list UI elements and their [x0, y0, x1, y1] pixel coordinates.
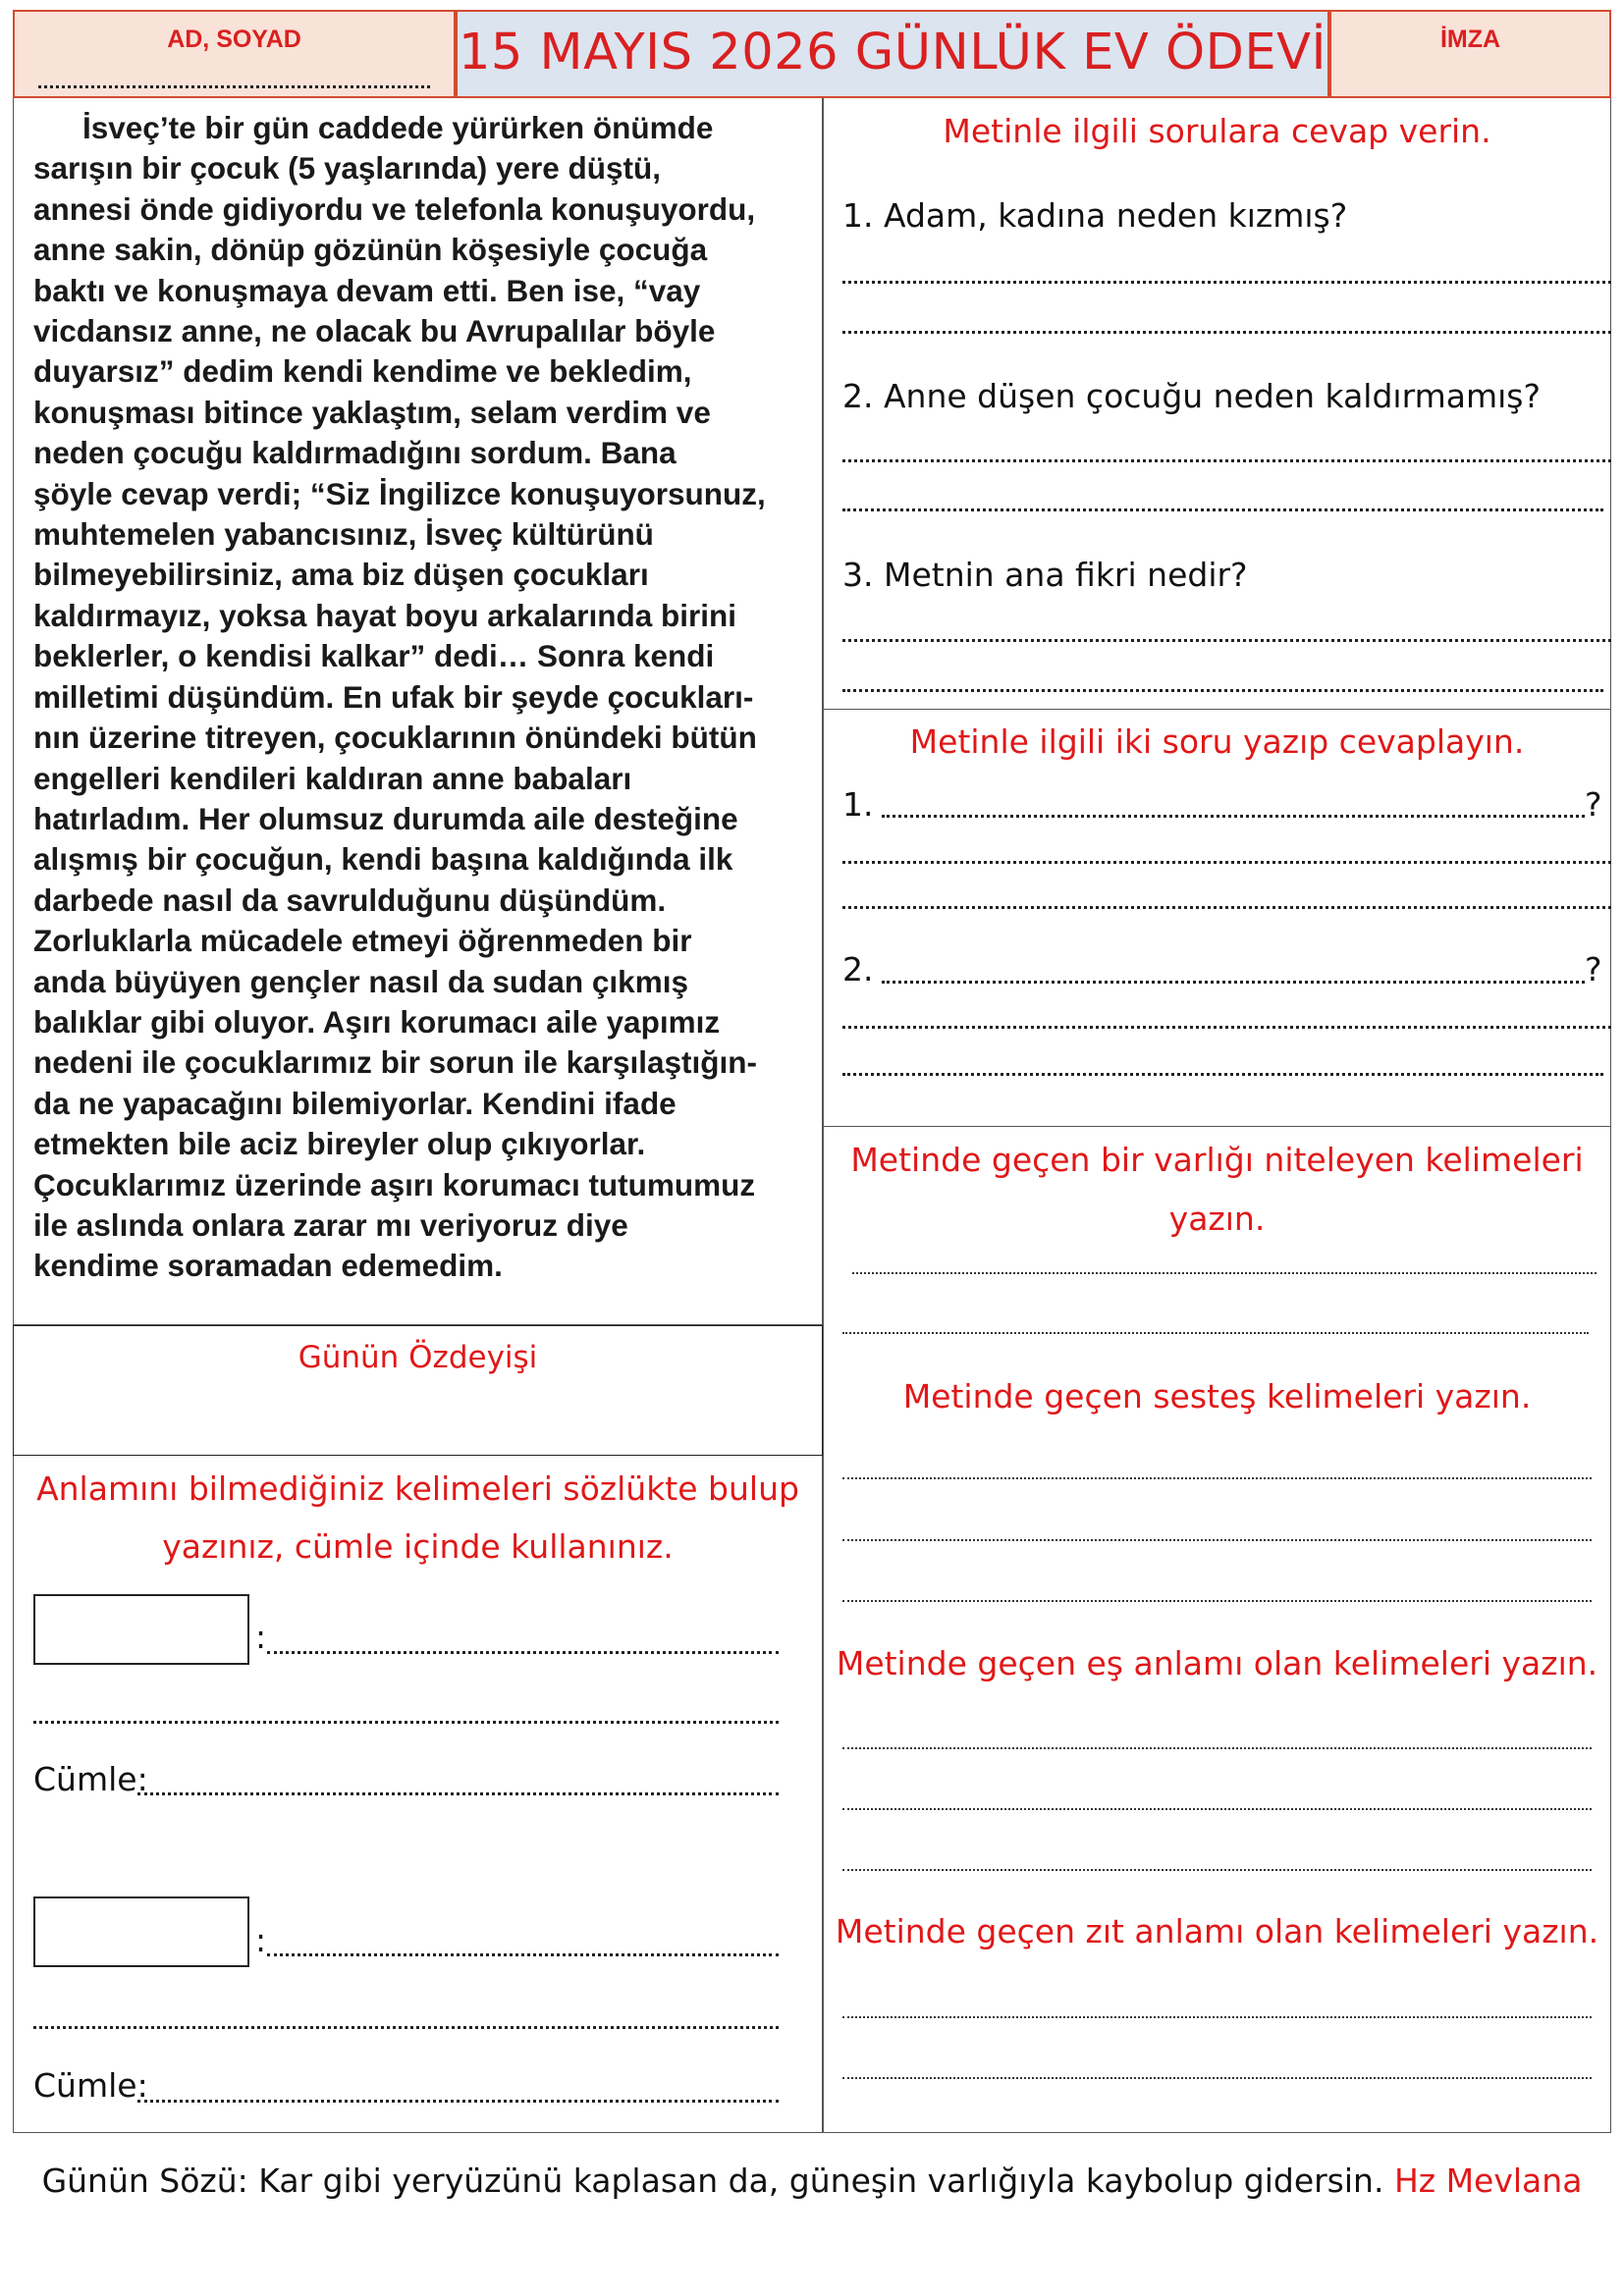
sentence-label-2: Cümle:	[33, 2066, 148, 2105]
homonym-line-3[interactable]	[842, 1600, 1592, 1602]
synonym-line-2[interactable]	[842, 1808, 1592, 1810]
answer-line-2b[interactable]	[842, 508, 1603, 511]
signature-box[interactable]	[1329, 10, 1611, 98]
header-title-box	[456, 10, 1329, 98]
describe-line-2[interactable]	[842, 1332, 1589, 1334]
meaning-line-2[interactable]	[267, 1953, 779, 1956]
write-question-line-1[interactable]	[882, 815, 1585, 818]
vocab-title-line2: yazınız, cümle içinde kullanınız.	[162, 1527, 674, 1566]
describe-title-line1: Metinde geçen bir varlığı niteleyen kelimeleri	[850, 1141, 1584, 1179]
write-question-line-2[interactable]	[882, 981, 1585, 984]
describe-line-1[interactable]	[852, 1272, 1597, 1274]
word-box-2[interactable]	[33, 1896, 249, 1967]
daily-quote	[0, 2162, 1624, 2200]
sentence-line-2[interactable]	[137, 2100, 779, 2103]
question-1: 1. Adam, kadına neden kızmış?	[842, 196, 1348, 235]
meaning-line-2b[interactable]	[33, 2026, 779, 2029]
write-answer-line-1a[interactable]	[842, 861, 1611, 864]
synonym-line-3[interactable]	[842, 1869, 1592, 1871]
daily-quote-author: Hz Mevlana	[1393, 2162, 1583, 2200]
name-label: AD, SOYAD	[167, 26, 301, 53]
meaning-line-1[interactable]	[267, 1651, 779, 1654]
homonym-line-1[interactable]	[842, 1477, 1592, 1479]
answer-line-3a[interactable]	[842, 639, 1611, 642]
write-answer-line-2b[interactable]	[842, 1073, 1603, 1076]
questions-title: Metinle ilgili sorulara cevap verin.	[943, 112, 1491, 150]
question-2: 2. Anne düşen çocuğu neden kaldırmamış?	[842, 377, 1541, 415]
antonym-line-2[interactable]	[842, 2077, 1592, 2079]
page-title: 15 MAYIS 2026 GÜNLÜK EV ÖDEVİ	[458, 24, 1327, 81]
write-answer-line-2a[interactable]	[842, 1026, 1611, 1029]
write-answer-line-1b[interactable]	[842, 906, 1611, 909]
question-mark-1: ?	[1585, 785, 1602, 824]
meaning-line-1b[interactable]	[33, 1721, 779, 1724]
section-divider-2	[823, 1126, 1611, 1127]
write-questions-title: Metinle ilgili iki soru yazıp cevaplayın.	[909, 722, 1525, 761]
write-question-num-2: 2.	[842, 950, 874, 988]
vocab-title-line1: Anlamını bilmediğiniz kelimeleri sözlükte bulup	[36, 1469, 799, 1508]
homonym-title: Metinde geçen sesteş kelimeleri yazın.	[902, 1377, 1532, 1415]
question-mark-2: ?	[1585, 950, 1602, 988]
synonym-title: Metinde geçen eş anlamı olan kelimeleri yazın.	[836, 1644, 1598, 1682]
colon-2: :	[255, 1921, 267, 1959]
daily-aphorism-box[interactable]	[13, 1325, 823, 1456]
answer-line-3b[interactable]	[842, 689, 1603, 692]
question-3: 3. Metnin ana fikri nedir?	[842, 556, 1248, 594]
answer-line-1b[interactable]	[842, 331, 1611, 334]
daily-aphorism-title: Günün Özdeyişi	[298, 1340, 538, 1375]
name-field-header[interactable]	[13, 10, 456, 98]
signature-label: İMZA	[1439, 26, 1501, 53]
answer-line-1a[interactable]	[842, 281, 1611, 284]
write-question-num-1: 1.	[842, 785, 874, 824]
describe-title-line2: yazın.	[1168, 1200, 1266, 1238]
antonym-line-1[interactable]	[842, 2016, 1592, 2018]
sentence-line-1[interactable]	[137, 1792, 779, 1795]
colon-1: :	[255, 1618, 267, 1656]
story-text: İsveç’te bir gün caddede yürürken önümde sarışın bir çocuk (5 yaşlarında) yere düştü, annesi önde gidiyordu ve telefonla konuşuyordu, anne sakin, dönüp gözünün köşesiyle çocuğa baktı ve konuşmaya devam etti. Ben ise, “vay vicdansız anne, ne olacak bu Avrupalılar böyle duyarsız” dedim kendi kendime ve bekledim, konuşması bitince yaklaştım, selam verdim ve neden çocuğu kaldırmadığını sordum. Bana şöyle cevap verdi; “Siz İngilizce konuşuyorsunuz, muhtemelen yabancısınız, İsveç kültürünü bilmeyebilirsiniz, ama biz düşen çocukları kaldırmayız, yoksa hayat boyu arkalarında birini beklerler, o kendisi kalkar” dedi… Sonra kendi milletimi düşündüm. En ufak bir şeyde çocukları- nın üzerine titreyen, çocuklarının önündeki bütün engelleri kendileri kaldıran anne babaları hatırladım. Her olumsuz durumda aile desteğine alışmış bir çocuğun, kendi başına kaldığında ilk darbede nasıl da savrulduğunu düşündüm. Zorluklarla mücadele etmeyi öğrenmeden bir anda büyüyen gençler nasıl da sudan çıkmış balıklar gibi oluyor. Aşırı korumacı aile yapımız nedeni ile çocuklarımız bir sorun ile karşılaştığın- da ne yapacağını bilemiyorlar. Kendini ifade etmekten bile aciz bireyler olup çıkıyorlar. Çocuklarımız üzerinde aşırı korumacı tutumumuz ile aslında onlara zarar mı veriyoruz diye kendime soramadan edemedim.	[33, 110, 766, 1284]
daily-quote-text: Günün Sözü: Kar gibi yeryüzünü kaplasan da, güneşin varlığıyla kaybolup gidersin.	[41, 2162, 1384, 2200]
antonym-title: Metinde geçen zıt anlamı olan kelimeleri yazın.	[835, 1912, 1599, 1950]
answer-line-2a[interactable]	[842, 459, 1611, 462]
section-divider-1	[823, 709, 1611, 710]
synonym-line-1[interactable]	[842, 1747, 1592, 1749]
name-dotted-line[interactable]	[38, 85, 430, 88]
word-box-1[interactable]	[33, 1594, 249, 1665]
homonym-line-2[interactable]	[842, 1539, 1592, 1541]
sentence-label-1: Cümle:	[33, 1760, 148, 1798]
